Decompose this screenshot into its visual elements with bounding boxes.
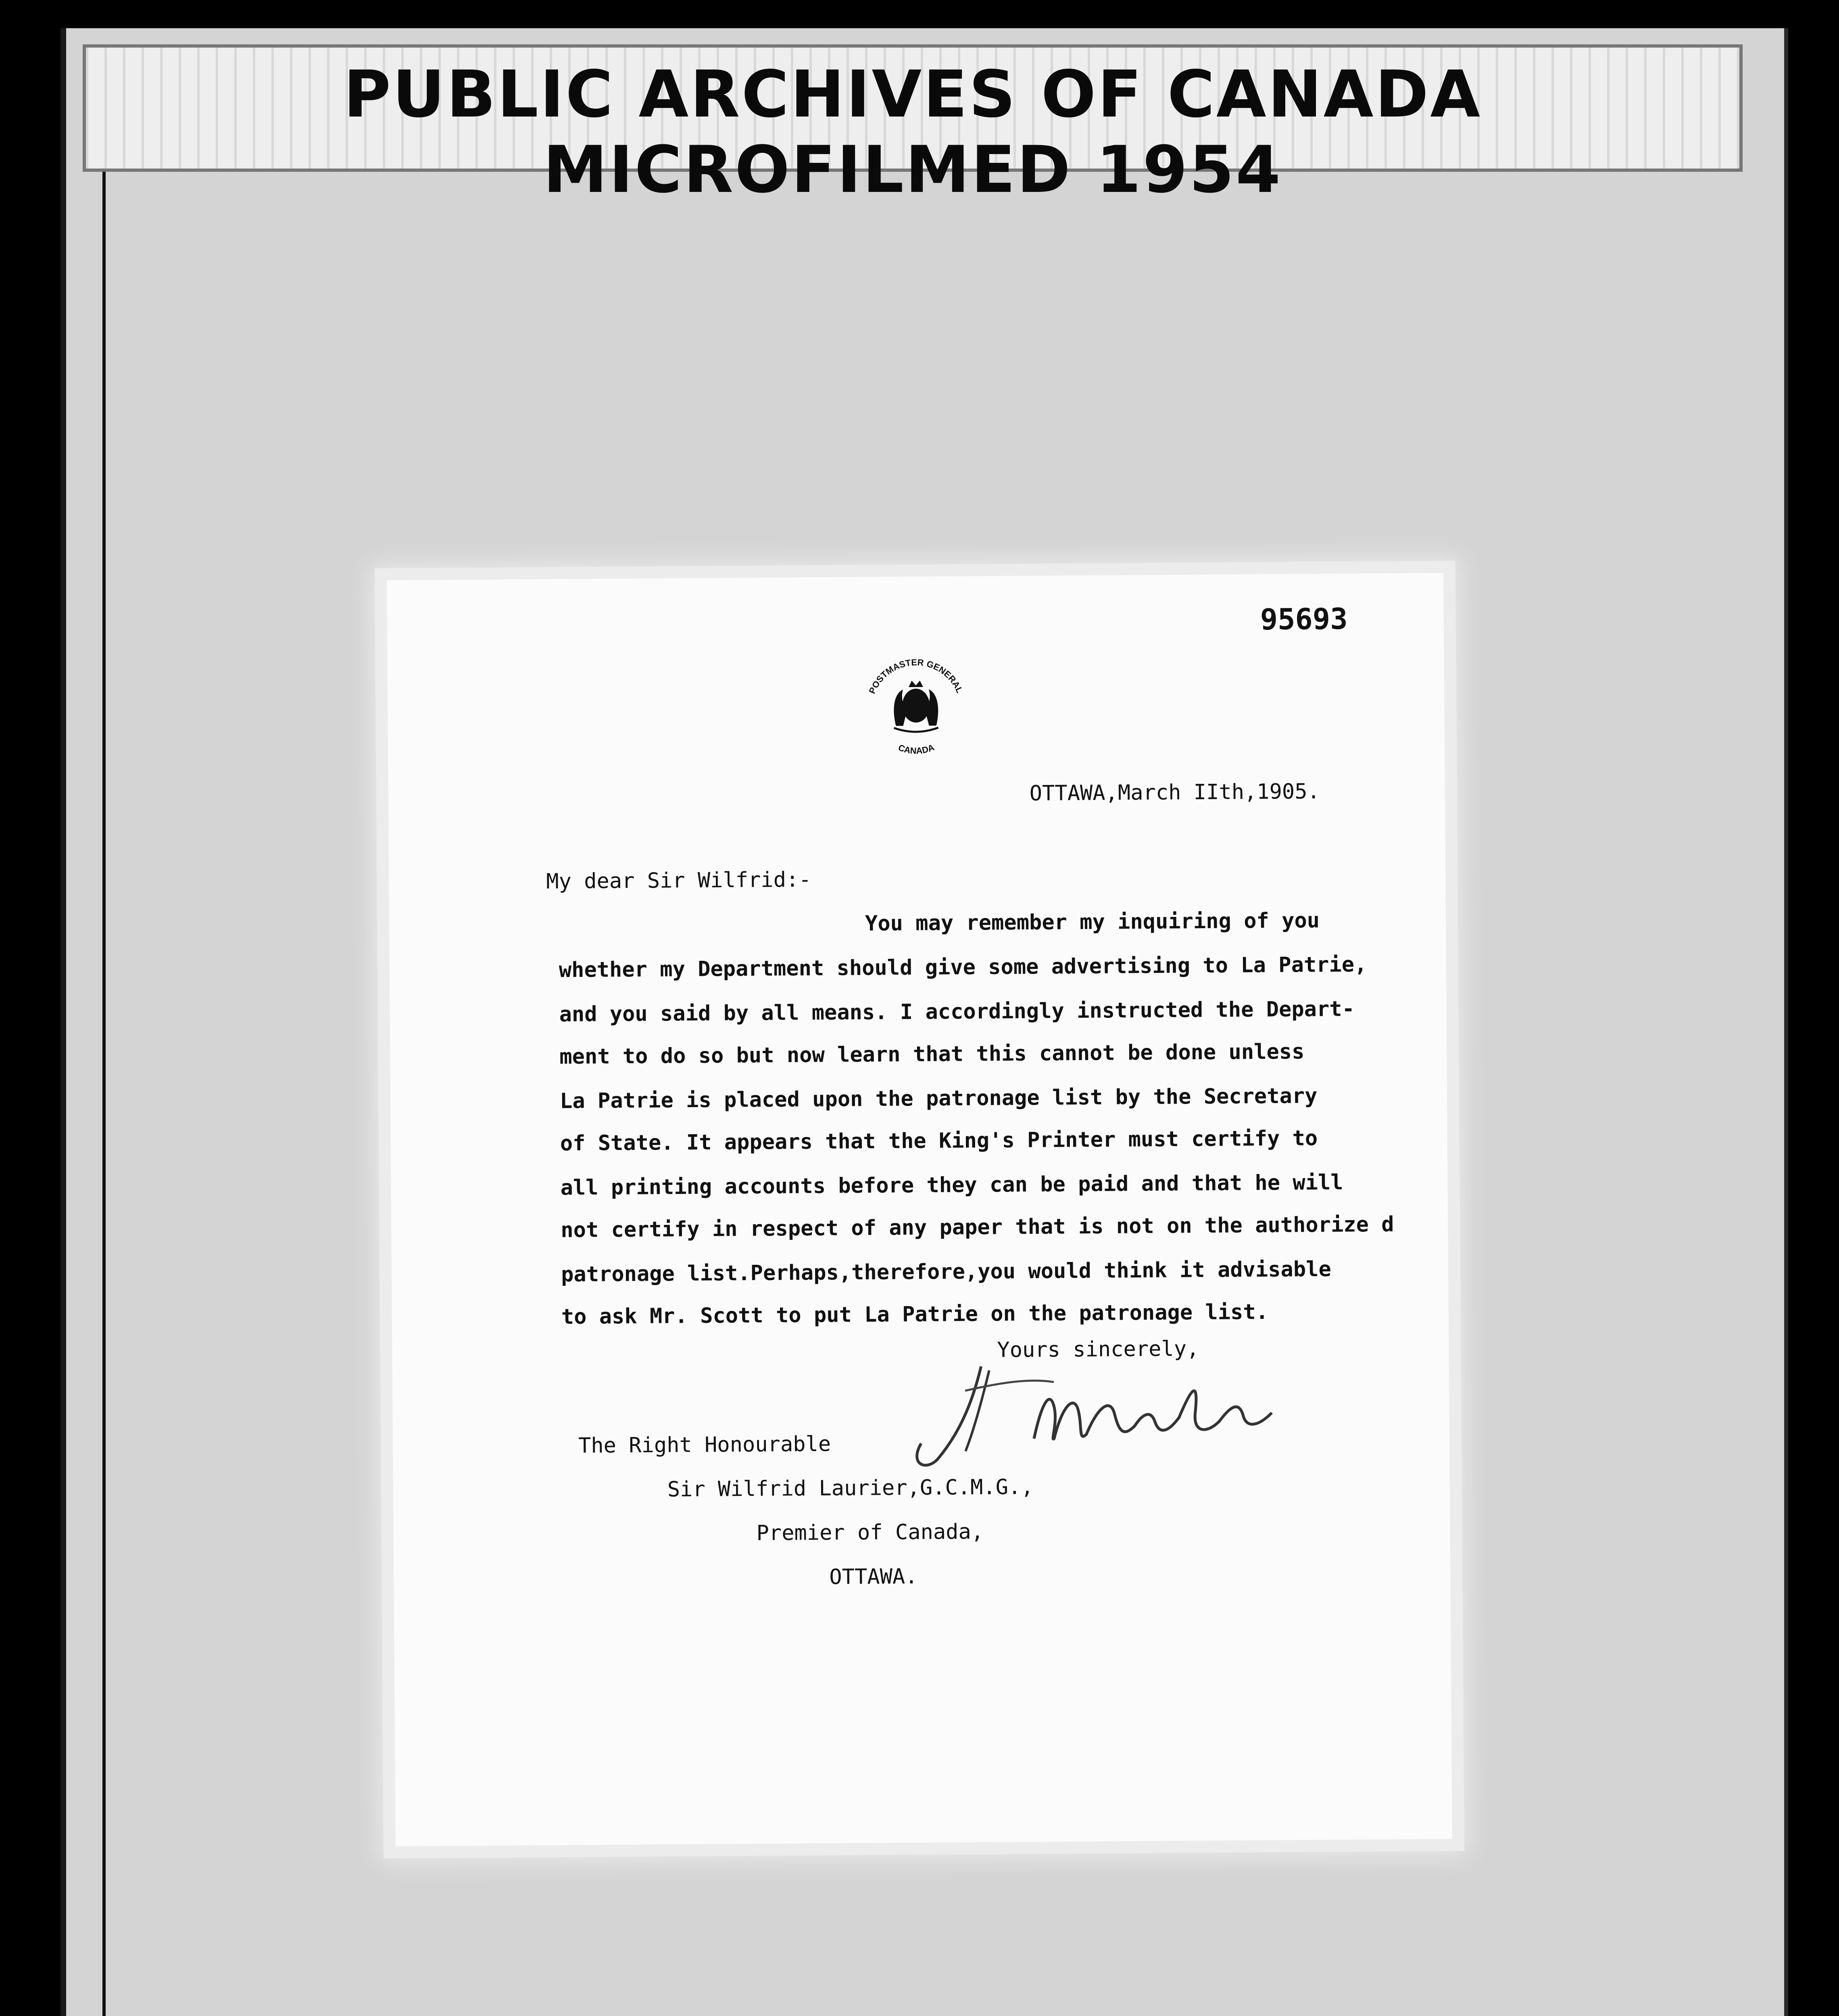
body-line: patronage list.Perhaps,therefore,you would think it advisable [561,1257,1331,1287]
body-line: of State. It appears that the King's Printer must certify to [560,1126,1318,1156]
letter-sheet [387,573,1452,1846]
salutation: My dear Sir Wilfrid:- [546,867,811,894]
crest-arc-top: POSTMASTER GENERAL [867,657,965,696]
handwritten-signature-icon [860,1340,1345,1472]
royal-arms-crest-icon [855,645,977,762]
address-line: Sir Wilfrid Laurier,G.C.M.G., [667,1475,1034,1502]
address-line: The Right Honourable [578,1432,831,1458]
body-line: whether my Department should give some advertising to La Patrie, [559,952,1367,983]
document-number: 95693 [1260,602,1348,637]
closing: Yours sincerely, [997,1337,1199,1362]
address-line: OTTAWA. [829,1564,918,1589]
archive-banner-text: PUBLIC ARCHIVES OF CANADA MICROFILMED 1954 [343,56,1482,207]
crest-arc-bottom: CANADA [897,742,936,756]
date-line: OTTAWA,March IIth,1905. [1029,779,1320,806]
body-line: You may remember my inquiring of you [865,908,1320,936]
body-line: not certify in respect of any paper that is not on the authorize d [561,1212,1394,1243]
body-line: to ask Mr. Scott to put La Patrie on the patronage list. [561,1300,1269,1329]
svg-text:CANADA [897,742,936,756]
body-line: ment to do so but now learn that this cannot be done unless [559,1039,1305,1069]
address-line: Premier of Canada, [756,1519,984,1545]
body-line: La Patrie is placed upon the patronage list by the Secretary [559,1084,1318,1114]
body-line: and you said by all means. I accordingly instructed the Depart- [559,997,1355,1027]
archive-banner [83,44,1743,207]
edge-line [102,65,106,2016]
body-line: all printing accounts before they can be paid and that he will [560,1170,1343,1200]
